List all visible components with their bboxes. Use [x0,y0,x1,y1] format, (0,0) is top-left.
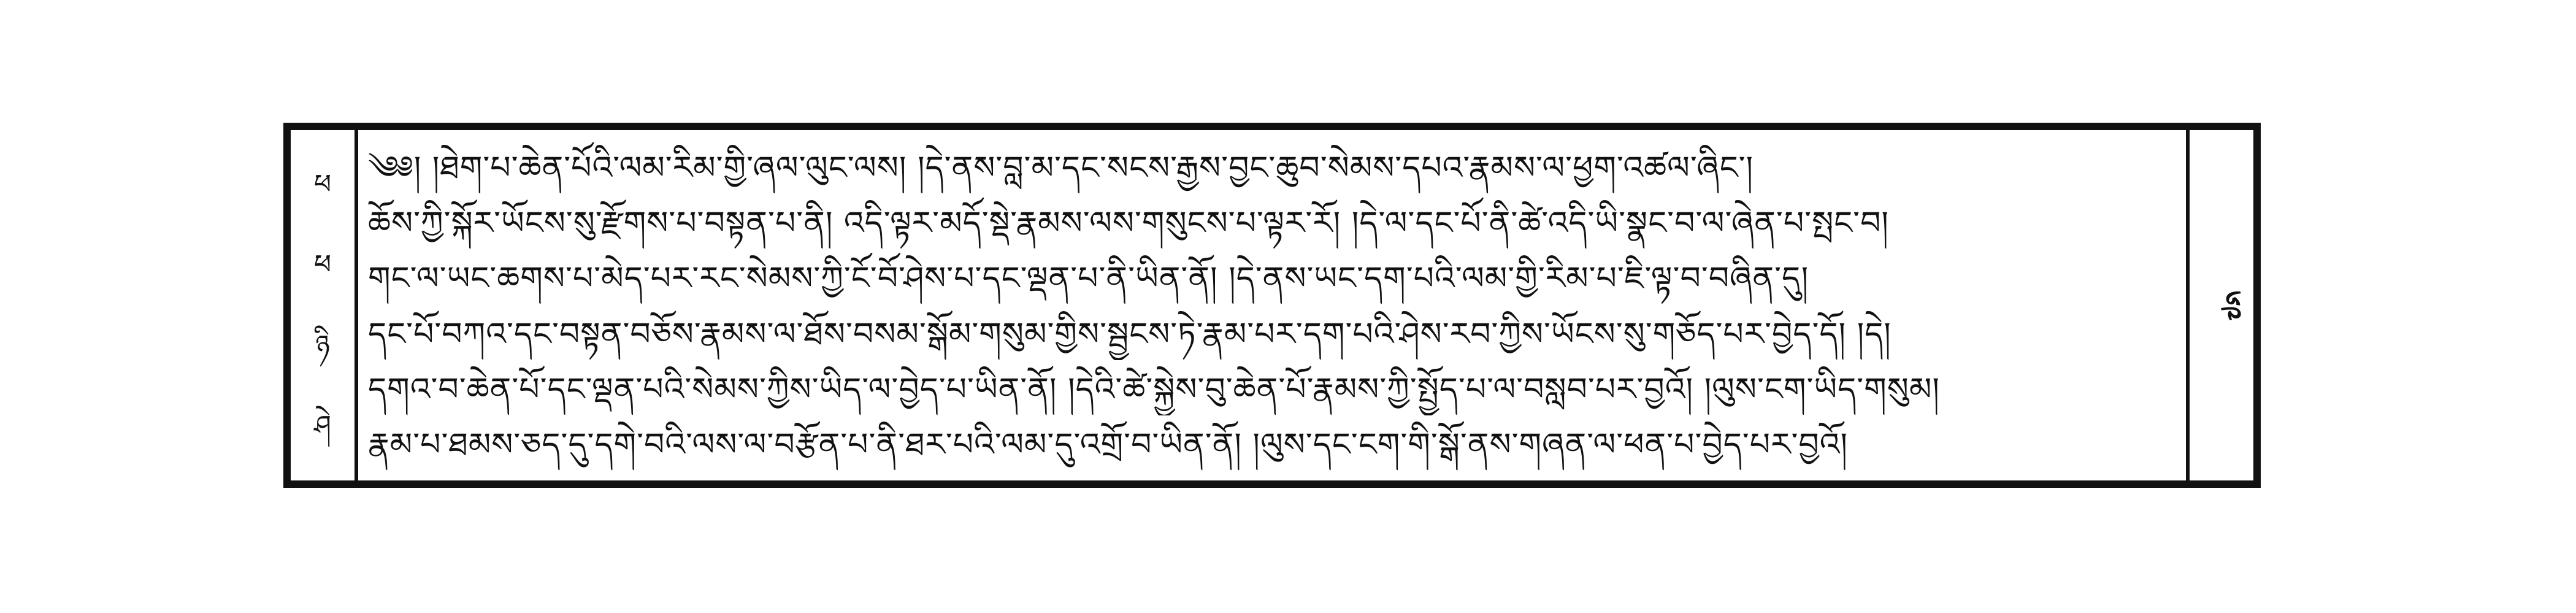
left-margin-labels [291,130,358,480]
margin-label: ཤེ [314,409,331,441]
text-line-5: དགའ་བ་ཆེན་པོ་དང་ལྡན་པའི་སེམས་ཀྱིས་ཡིད་ལ་བྱེད་པ་ཡིན་ནོ། །དེའི་ཚེ་སྐྱེས་བུ་ཆེན་པོ་རྣམས་ཀྱི་སྤྱོད་པ་ལ་བསླབ་པར་བྱའོ། །ལུས་ངག་ཡིད་གསུམ། [368,371,1940,408]
text-line-3: གང་ལ་ཡང་ཆགས་པ་མེད་པར་རང་སེམས་ཀྱི་ངོ་བོ་ཤེས་པ་དང་ལྡན་པ་ནི་ཡིན་ནོ། །དེ་ནས་ཡང་དག་པའི་ལམ་གྱི་རིམ་པ་ཇི་ལྟ་བ་བཞིན་དུ། [368,260,1809,298]
margin-label: ཉི [315,329,330,361]
margin-label: ཕ [313,249,332,281]
margin-label: ཕ [313,169,332,201]
tibetan-text-body [368,142,2176,471]
text-line-4: དང་པོ་བཀའ་དང་བསྟན་བཅོས་རྣམས་ལ་ཐོས་བསམ་སྒོམ་གསུམ་གྱིས་སྦྱངས་ཏེ་རྣམ་པར་དག་པའི་ཤེས་རབ་ཀྱིས་ཡོངས་སུ་གཅོད་པར་བྱེད་དོ། །དེ། [368,315,1892,353]
text-line-2: ཆོས་ཀྱི་སྐོར་ཡོངས་སུ་རྫོགས་པ་བསྟན་པ་ནི། འདི་ལྟར་མདོ་སྡེ་རྣམས་ལས་གསུངས་པ་ལྟར་རོ། །དེ་ལ་དང་པོ་ནི་ཚེ་འདི་ཡི་སྣང་བ་ལ་ཞེན་པ་སྤང་བ། [368,205,1889,242]
right-margin [2186,130,2253,480]
folio-page [283,123,2261,488]
folio-number: ༦༩ [2212,290,2247,321]
text-line-6: རྣམ་པ་ཐམས་ཅད་དུ་དགེ་བའི་ལས་ལ་བརྩོན་པ་ནི་ཐར་པའི་ལམ་དུ་འགྲོ་བ་ཡིན་ནོ། །ལུས་དང་ངག་གི་སྒོ་ནས་གཞན་ལ་ཕན་པ་བྱེད་པར་བྱའོ། [368,426,1849,463]
text-line-1: ༄༅། །ཐེག་པ་ཆེན་པོའི་ལམ་རིམ་གྱི་ཞལ་ལུང་ལས། །དེ་ནས་བླ་མ་དང་སངས་རྒྱས་བྱང་ཆུབ་སེམས་དཔའ་རྣམས་ལ་ཕྱག་འཚལ་ཞིང་། [368,150,1754,187]
